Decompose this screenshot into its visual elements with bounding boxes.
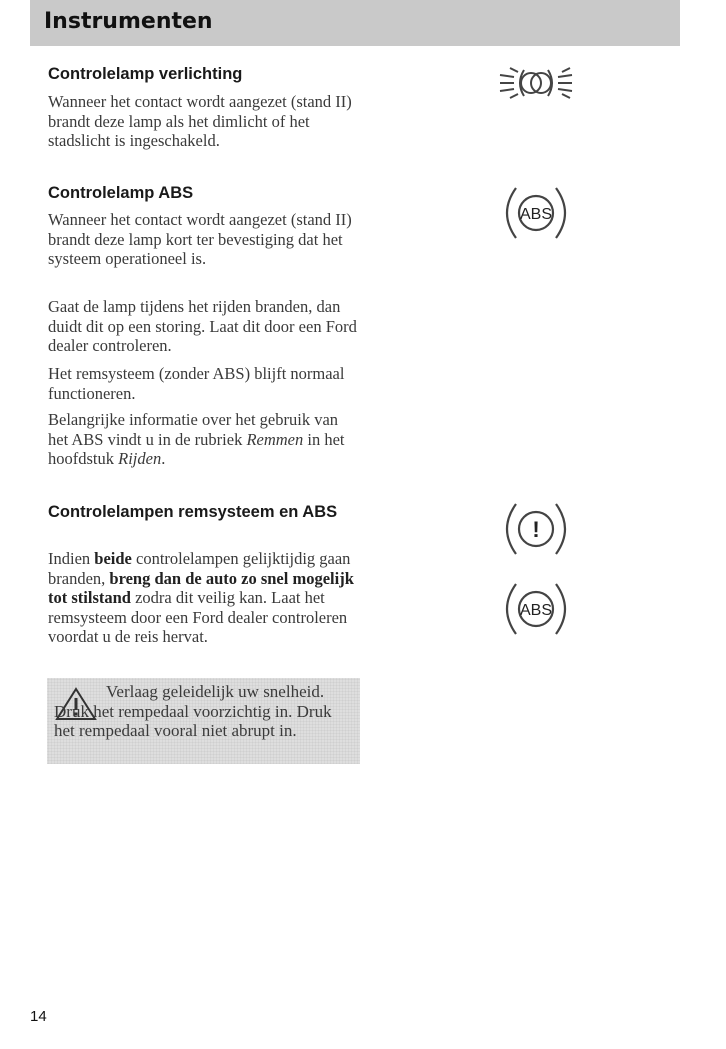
warning-box — [47, 678, 360, 764]
brake-warning-lamp-icon — [496, 498, 576, 560]
abs-lamp-label: ABS — [519, 206, 553, 223]
abs-lamp-icon — [496, 182, 576, 244]
abs-paragraph-2: Gaat de lamp tijdens het rijden branden, dan duidt dit op een storing. Laat dit door een Ford dealer controleren. — [48, 297, 357, 355]
abs-paragraph-1: Wanneer het contact wordt aangezet (stand II) brandt deze lamp kort ter bevestiging dat het systeem operationeel is. — [48, 210, 352, 268]
warning-text: Verlaag geleidelijk uw snelheid. Druk het rempedaal voorzichtig in. Druk het rempedaal vooral niet abrupt in. — [54, 682, 332, 740]
page-number: 14 — [30, 1008, 47, 1025]
heading-lighting-lamp: Controlelamp verlichting — [48, 65, 243, 83]
abs-paragraph-4: Belangrijke informatie over het gebruik van het ABS vindt u in de rubriek Remmen in het hoofdstuk Rijden. — [48, 410, 345, 468]
abs-lamp-icon-2 — [496, 578, 576, 640]
brake-lamp-label: ! — [532, 517, 540, 542]
abs-lamp-label-2: ABS — [519, 602, 553, 619]
lighting-paragraph: Wanneer het contact wordt aangezet (stand II) brandt deze lamp als het dimlicht of het stadslicht is ingeschakeld. — [48, 92, 352, 150]
page-header — [30, 0, 680, 46]
abs-paragraph-3: Het remsysteem (zonder ABS) blijft normaal functioneren. — [48, 364, 345, 403]
heading-abs-lamp: Controlelamp ABS — [48, 184, 194, 202]
brake-abs-paragraph: Indien beide controlelampen gelijktijdig gaan branden, breng dan de auto zo snel mogelijk tot stilstand zodra dit veilig kan. Laat het remsysteem door een Ford dealer controleren voordat u de reis hervat. — [48, 549, 354, 646]
page-title: Instrumenten — [44, 9, 213, 34]
heading-brake-abs-lamps: Controlelampen remsysteem en ABS — [48, 503, 338, 521]
sidelights-lamp-icon — [496, 60, 576, 106]
